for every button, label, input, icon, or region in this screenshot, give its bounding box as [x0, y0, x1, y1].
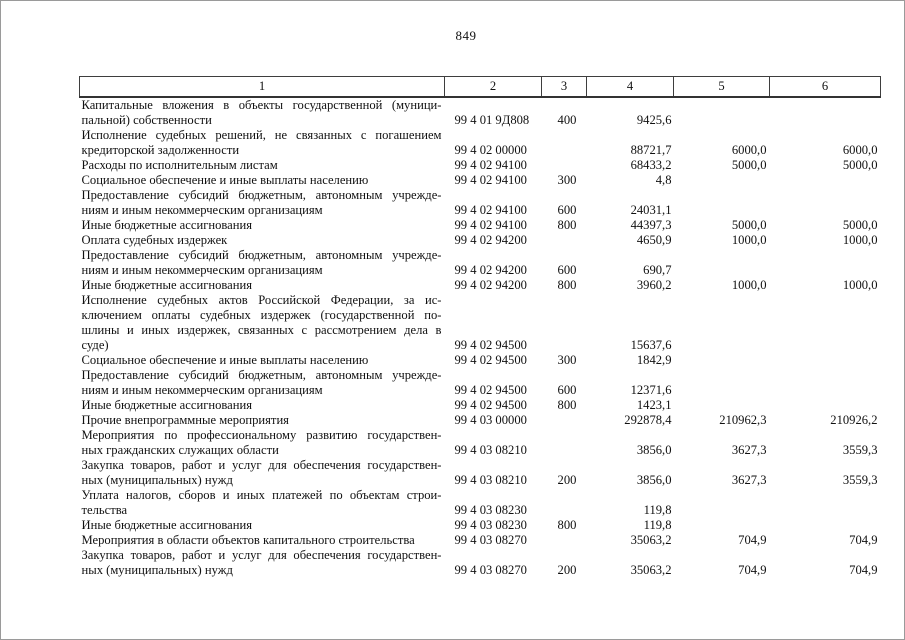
table-row: [80, 518, 881, 533]
row-name-line: Закупка товаров, работ и услуг для обеспечения государствен-: [81, 547, 442, 562]
row-expense-type: 600: [557, 202, 577, 217]
row-name: [80, 158, 445, 173]
table-row: [80, 158, 881, 173]
row-amount-col6: [770, 368, 881, 398]
row-amount-col4: 3856,0: [636, 442, 672, 457]
row-name-line: ниям и иным некоммерческим организациям: [81, 262, 323, 277]
row-amount-col5: [674, 353, 770, 368]
row-name-line: Иные бюджетные ассигнования: [81, 517, 253, 532]
row-code: 99 4 02 94100: [454, 157, 527, 172]
header-col-6: 6: [770, 77, 881, 97]
row-amount-col4: 1423,1: [636, 397, 672, 412]
row-name-line: Прочие внепрограммные мероприятия: [81, 412, 289, 427]
row-amount-col4: 9425,6: [636, 112, 672, 127]
row-amount-col4: 119,8: [643, 502, 672, 517]
row-name: [80, 428, 445, 458]
row-code: 99 4 02 94100: [454, 172, 527, 187]
row-name: [80, 533, 445, 548]
row-name-line: пальной) собственности: [81, 112, 212, 127]
table-row: [80, 458, 881, 488]
row-code: 99 4 03 08210: [454, 472, 527, 487]
row-amount-col6: 210926,2: [830, 412, 878, 427]
row-name-line: Исполнение судебных актов Российской Федерации, за ис-: [81, 292, 442, 307]
row-name-line: Социальное обеспечение и иные выплаты населению: [81, 352, 369, 367]
row-name-line: Закупка товаров, работ и услуг для обеспечения государствен-: [81, 457, 442, 472]
table-row: [80, 97, 881, 128]
row-amount-col4: 1842,9: [636, 352, 672, 367]
page-number: 849: [455, 28, 477, 43]
header-col-4: 4: [587, 77, 674, 97]
row-name: [80, 278, 445, 293]
row-amount-col4: 3960,2: [636, 277, 672, 292]
row-amount-col4: 12371,6: [630, 382, 672, 397]
row-name-line: Расходы по исполнительным листам: [81, 157, 278, 172]
row-name: [80, 488, 445, 518]
row-code: 99 4 02 94200: [454, 232, 527, 247]
row-name-line: Предоставление субсидий бюджетным, автономным учрежде-: [81, 187, 442, 202]
table-row: [80, 278, 881, 293]
row-name: [80, 97, 445, 128]
row-expense-type: [542, 128, 587, 158]
row-code: 99 4 03 08270: [454, 562, 527, 577]
row-name-line: ниям и иным некоммерческим организациям: [81, 202, 323, 217]
row-expense-type: 600: [557, 382, 577, 397]
row-amount-col5: [674, 188, 770, 218]
row-code: 99 4 03 08230: [454, 502, 527, 517]
row-amount-col5: [674, 97, 770, 128]
row-name-line: Предоставление субсидий бюджетным, автономным учрежде-: [81, 367, 442, 382]
row-amount-col5: [674, 293, 770, 353]
row-expense-type: 800: [557, 517, 577, 532]
table-header-row: [80, 77, 881, 97]
table-row: [80, 353, 881, 368]
row-name: [80, 518, 445, 533]
row-code: 99 4 02 94500: [454, 397, 527, 412]
row-name: [80, 353, 445, 368]
row-expense-type: 400: [557, 112, 577, 127]
row-amount-col6: [770, 97, 881, 128]
row-amount-col5: 1000,0: [731, 232, 767, 247]
table-row: [80, 128, 881, 158]
row-amount-col5: 6000,0: [731, 142, 767, 157]
row-name: [80, 173, 445, 188]
row-amount-col4: 119,8: [643, 517, 672, 532]
row-amount-col5: [674, 398, 770, 413]
row-name: [80, 368, 445, 398]
row-amount-col6: [770, 293, 881, 353]
row-expense-type: [542, 158, 587, 173]
table-row: [80, 548, 881, 578]
row-amount-col6: [770, 353, 881, 368]
row-expense-type: 800: [557, 277, 577, 292]
row-name-line: кредиторской задолженности: [81, 142, 240, 157]
row-amount-col6: 1000,0: [842, 232, 878, 247]
row-name-line: Исполнение судебных решений, не связанных с погашением: [81, 127, 442, 142]
table-row: [80, 248, 881, 278]
table-row: [80, 188, 881, 218]
row-name-line: ных гражданских служащих области: [81, 442, 279, 457]
row-name-line: шлины и иных издержек, связанных с рассмотрением дела в: [81, 322, 442, 337]
row-expense-type: 800: [557, 217, 577, 232]
row-amount-col4: 3856,0: [636, 472, 672, 487]
header-col-5: 5: [674, 77, 770, 97]
row-name-line: Иные бюджетные ассигнования: [81, 217, 253, 232]
row-amount-col6: 5000,0: [842, 217, 878, 232]
row-amount-col4: 4,8: [655, 172, 672, 187]
row-code: 99 4 02 94100: [454, 217, 527, 232]
row-name-line: Мероприятия в области объектов капитального строительства: [81, 532, 415, 547]
row-amount-col5: 210962,3: [719, 412, 767, 427]
row-name-line: Предоставление субсидий бюджетным, автономным учрежде-: [81, 247, 442, 262]
row-amount-col6: 704,9: [849, 562, 878, 577]
row-code: 99 4 02 94500: [454, 382, 527, 397]
row-amount-col5: [674, 518, 770, 533]
row-name-line: Иные бюджетные ассигнования: [81, 277, 253, 292]
row-name: [80, 413, 445, 428]
header-col-2: 2: [445, 77, 542, 97]
header-col-3: 3: [542, 77, 587, 97]
row-code: 99 4 02 94500: [454, 337, 527, 352]
row-amount-col5: 704,9: [738, 562, 767, 577]
row-amount-col5: 704,9: [738, 532, 767, 547]
row-amount-col6: [770, 188, 881, 218]
row-name: [80, 218, 445, 233]
row-name-line: Социальное обеспечение и иные выплаты населению: [81, 172, 369, 187]
row-code: 99 4 01 9Д808: [454, 112, 530, 127]
row-amount-col5: 1000,0: [731, 277, 767, 292]
header-col-1: 1: [80, 77, 445, 97]
row-expense-type: 200: [557, 562, 577, 577]
row-expense-type: 300: [557, 352, 577, 367]
row-amount-col6: 5000,0: [842, 157, 878, 172]
row-name-line: Мероприятия по профессиональному развитию государствен-: [81, 427, 442, 442]
row-amount-col6: [770, 518, 881, 533]
row-amount-col6: 6000,0: [842, 142, 878, 157]
row-expense-type: [542, 428, 587, 458]
row-expense-type: [542, 488, 587, 518]
row-code: 99 4 02 00000: [454, 142, 527, 157]
table-row: [80, 413, 881, 428]
row-name: [80, 128, 445, 158]
row-code: 99 4 03 08230: [454, 517, 527, 532]
row-code: 99 4 03 00000: [454, 412, 527, 427]
row-code: 99 4 03 08270: [454, 532, 527, 547]
row-amount-col4: 35063,2: [630, 532, 672, 547]
row-code: 99 4 02 94200: [454, 277, 527, 292]
table-row: [80, 293, 881, 353]
row-amount-col5: 3627,3: [731, 472, 767, 487]
row-name-line: Капитальные вложения в объекты государственной (муници-: [81, 97, 442, 112]
row-amount-col4: 68433,2: [630, 157, 672, 172]
row-expense-type: [542, 233, 587, 248]
row-name-line: ключением оплаты судебных издержек (государственной по-: [81, 307, 442, 322]
row-amount-col4: 690,7: [643, 262, 672, 277]
row-expense-type: 600: [557, 262, 577, 277]
table-row: [80, 428, 881, 458]
row-name-line: ниям и иным некоммерческим организациям: [81, 382, 323, 397]
row-name-line: тельства: [81, 502, 128, 517]
row-amount-col6: [770, 248, 881, 278]
row-amount-col6: [770, 488, 881, 518]
table-row: [80, 218, 881, 233]
row-expense-type: [542, 413, 587, 428]
row-amount-col6: 1000,0: [842, 277, 878, 292]
row-expense-type: 300: [557, 172, 577, 187]
row-amount-col5: 5000,0: [731, 157, 767, 172]
row-name: [80, 248, 445, 278]
row-expense-type: [542, 533, 587, 548]
table-row: [80, 488, 881, 518]
row-amount-col5: 5000,0: [731, 217, 767, 232]
row-amount-col6: 3559,3: [842, 442, 878, 457]
row-amount-col4: 15637,6: [630, 337, 672, 352]
row-amount-col5: [674, 173, 770, 188]
row-amount-col5: [674, 248, 770, 278]
row-amount-col4: 35063,2: [630, 562, 672, 577]
row-expense-type: [542, 293, 587, 353]
row-name-line: Иные бюджетные ассигнования: [81, 397, 253, 412]
row-amount-col6: 3559,3: [842, 472, 878, 487]
row-name-line: ных (муниципальных) нужд: [81, 472, 233, 487]
row-amount-col6: [770, 398, 881, 413]
row-amount-col5: [674, 488, 770, 518]
row-name: [80, 233, 445, 248]
row-code: 99 4 02 94500: [454, 352, 527, 367]
row-amount-col4: 44397,3: [630, 217, 672, 232]
row-name-line: Уплата налогов, сборов и иных платежей по объектам строи-: [81, 487, 442, 502]
row-name-line: суде): [81, 337, 109, 352]
row-name: [80, 548, 445, 578]
row-expense-type: 200: [557, 472, 577, 487]
table-row: [80, 173, 881, 188]
row-name: [80, 458, 445, 488]
row-name: [80, 398, 445, 413]
table-row: [80, 533, 881, 548]
row-code: 99 4 02 94200: [454, 262, 527, 277]
row-amount-col4: 4650,9: [636, 232, 672, 247]
table-row: [80, 398, 881, 413]
row-amount-col4: 88721,7: [630, 142, 672, 157]
row-name: [80, 188, 445, 218]
row-amount-col5: [674, 368, 770, 398]
row-expense-type: 800: [557, 397, 577, 412]
row-name-line: Оплата судебных издержек: [81, 232, 228, 247]
row-name: [80, 293, 445, 353]
row-amount-col4: 24031,1: [630, 202, 672, 217]
row-code: 99 4 02 94100: [454, 202, 527, 217]
row-amount-col6: 704,9: [849, 532, 878, 547]
row-amount-col6: [770, 173, 881, 188]
row-name-line: ных (муниципальных) нужд: [81, 562, 233, 577]
table-header: [80, 77, 881, 97]
row-amount-col5: 3627,3: [731, 442, 767, 457]
table-row: [80, 233, 881, 248]
row-code: 99 4 03 08210: [454, 442, 527, 457]
table-row: [80, 368, 881, 398]
row-amount-col4: 292878,4: [624, 412, 672, 427]
budget-table: [79, 76, 881, 578]
table-body: [80, 97, 881, 578]
